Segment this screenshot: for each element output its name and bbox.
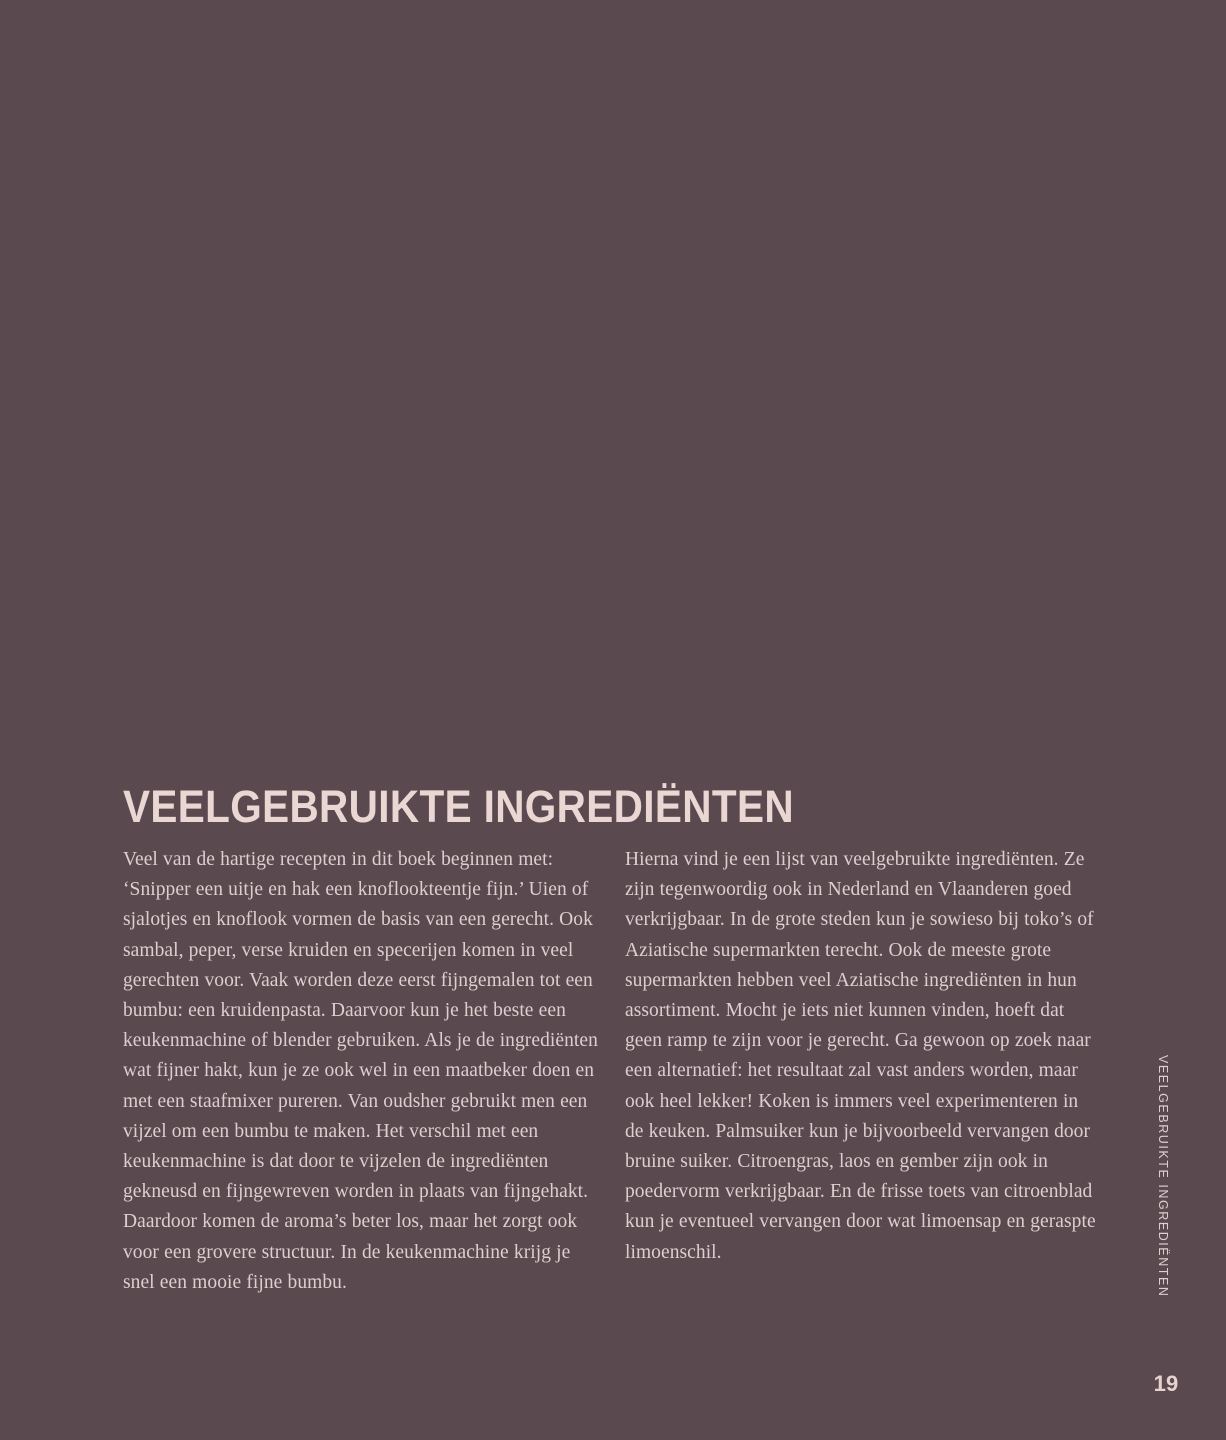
- body-columns: [123, 845, 1101, 1298]
- page-title: VEELGEBRUIKTE INGREDIËNTEN: [123, 781, 794, 833]
- left-text-column: [123, 845, 599, 1298]
- left-column-paragraph: Veel van de hartige recepten in dit boek beginnen met: ‘Snipper een uitje en hak een knoflookteentje fijn.’ Uien of sjalotjes en knoflook vormen de basis van een gerecht. Ook sambal, peper, verse kruiden en specerijen komen in veel gerechten voor. Vaak worden deze eerst fijngemalen tot een bumbu: een kruidenpasta. Daarvoor kun je het beste een keukenmachine of blender gebruiken. Als je de ingrediënten wat fijner hakt, kun je ze ook wel in een maatbeker doen en met een staafmixer pureren. Van oudsher gebruikt men een vijzel om een bumbu te maken. Het verschil met een keukenmachine is dat door te vijzelen de ingrediënten gekneusd en fijngewreven worden in plaats van fijngehakt. Daardoor komen de aroma’s beter los, maar het zorgt ook voor een grovere structuur. In de keukenmachine krijg je snel een mooie fijne bumbu.: [123, 849, 598, 1293]
- page-number: 19: [1153, 1371, 1179, 1396]
- vertical-running-head: VEELGEBRUIKTE INGREDIËNTEN: [1156, 1055, 1170, 1298]
- right-column-paragraph: Hierna vind je een lijst van veelgebruikte ingrediënten. Ze zijn tegenwoordig ook in Nederland en Vlaanderen goed verkrijgbaar. In de grote steden kun je sowieso bij toko’s of Aziatische supermarkten terecht. Ook de meeste grote supermarkten hebben veel Aziatische ingrediënten in hun assortiment. Mocht je iets niet kunnen vinden, hoeft dat geen ramp te zijn voor je gerecht. Ga gewoon op zoek naar een alternatief: het resultaat zal vast anders worden, maar ook heel lekker! Koken is immers veel experimenteren in de keuken. Palmsuiker kun je bijvoorbeeld vervangen door bruine suiker. Citroengras, laos en gember zijn ook in poedervorm verkrijgbaar. En de frisse toets van citroenblad kun je eventueel vervangen door wat limoensap en geraspte limoenschil.: [625, 849, 1096, 1263]
- right-text-column: [625, 845, 1101, 1298]
